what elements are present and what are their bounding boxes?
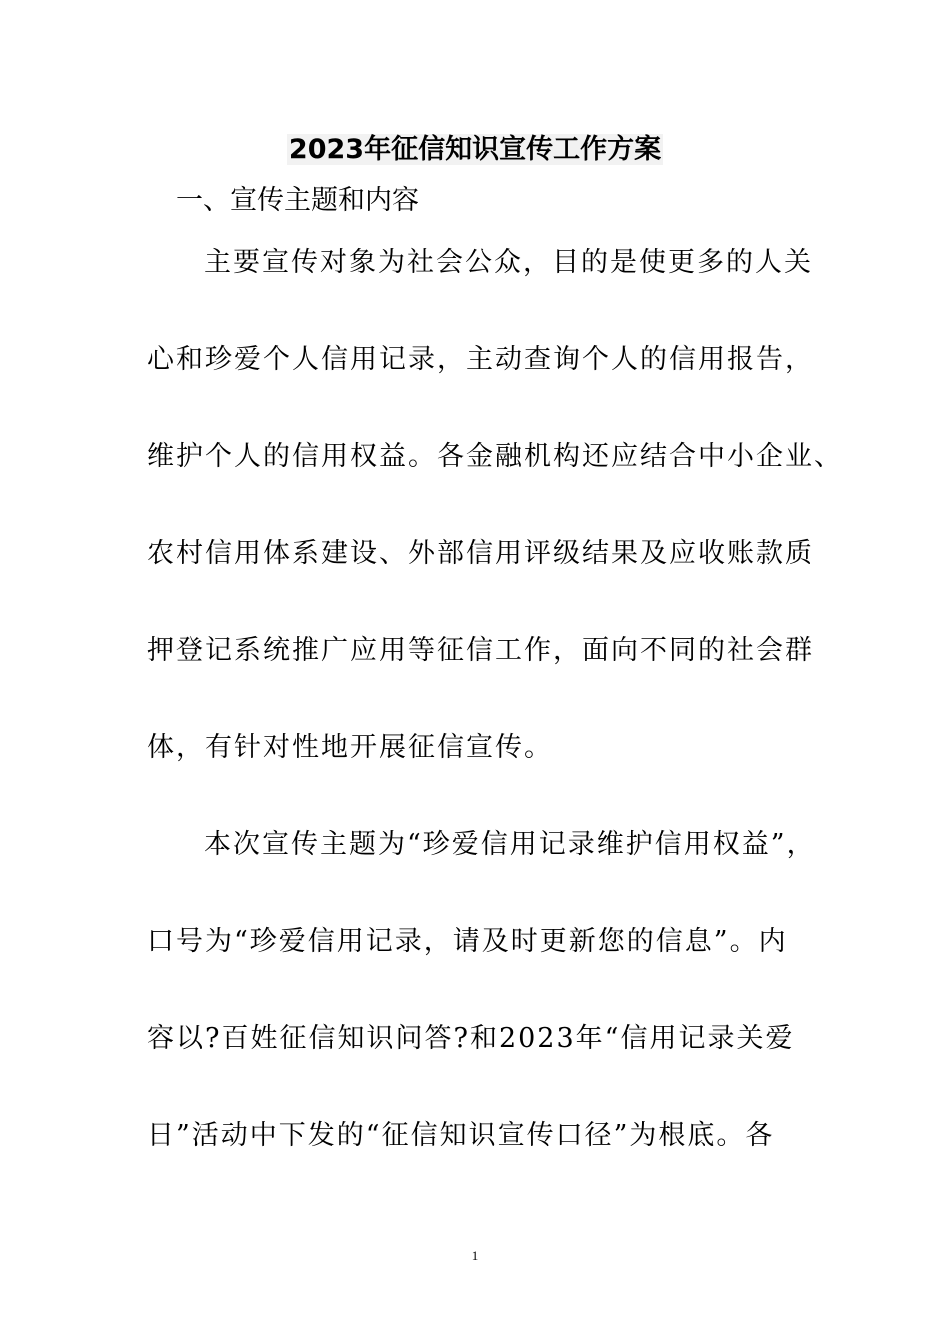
document-title-text: 2023年征信知识宣传工作方案 (288, 134, 662, 165)
paragraph-line: 农村信用体系建设、外部信用评级结果及应收账款质 (147, 538, 814, 569)
paragraph-line: 维护个人的信用权益。各金融机构还应结合中小企业、 (147, 441, 843, 472)
paragraph-line: 容以?百姓征信知识问答?和2023年“信用记录关爱 (147, 1023, 795, 1054)
paragraph-line: 日”活动中下发的“征信知识宣传口径”为根底。各 (147, 1120, 775, 1151)
paragraph-line: 心和珍爱个人信用记录，主动查询个人的信用报告， (147, 344, 814, 375)
paragraph-line: 本次宣传主题为“珍爱信用记录维护信用权益”， (204, 829, 816, 860)
paragraph-line: 体，有针对性地开展征信宣传。 (147, 732, 553, 763)
section-heading: 一、宣传主题和内容 (176, 185, 419, 216)
paragraph-line: 口号为“珍爱信用记录，请及时更新您的信息”。内 (147, 926, 788, 957)
document-title (0, 130, 950, 170)
paragraph-line: 押登记系统推广应用等征信工作，面向不同的社会群 (147, 635, 814, 666)
page-number: 1 (471, 1248, 479, 1263)
paragraph-line: 主要宣传对象为社会公众，目的是使更多的人关 (204, 247, 813, 278)
